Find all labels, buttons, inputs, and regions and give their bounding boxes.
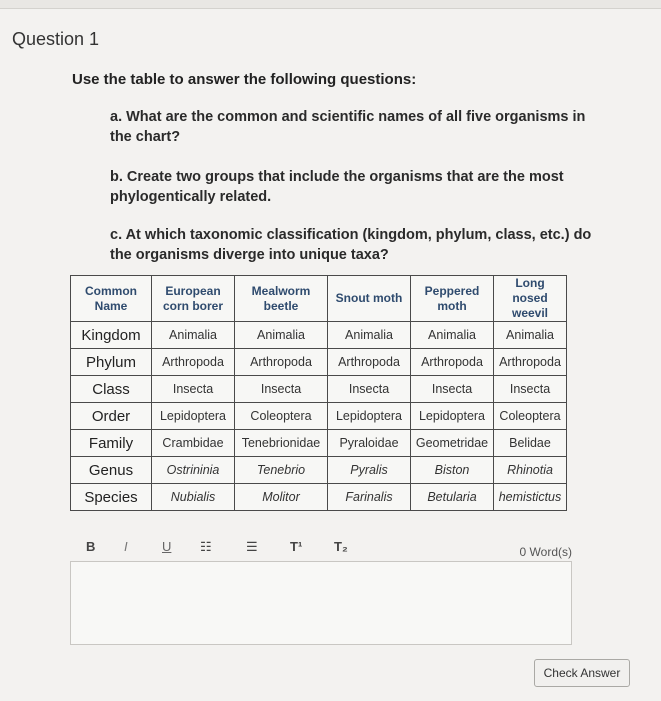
rank-cell: Phylum bbox=[71, 349, 152, 376]
rank-cell: Species bbox=[71, 484, 152, 511]
instruction-text: Use the table to answer the following questions: bbox=[72, 71, 417, 88]
word-count: 0 Word(s) bbox=[519, 545, 572, 559]
table-row bbox=[71, 484, 567, 511]
taxonomy-table bbox=[70, 275, 567, 511]
table-row bbox=[71, 430, 567, 457]
editor-toolbar bbox=[72, 535, 572, 561]
table-cell: Geometridae bbox=[411, 430, 494, 457]
table-cell: Ostrininia bbox=[152, 457, 235, 484]
table-cell: Tenebrionidae bbox=[235, 430, 328, 457]
rank-cell: Genus bbox=[71, 457, 152, 484]
rank-cell: Family bbox=[71, 430, 152, 457]
table-cell: Animalia bbox=[411, 322, 494, 349]
header-cell: Common Name bbox=[71, 276, 152, 322]
table-cell: Animalia bbox=[235, 322, 328, 349]
header-cell: Peppered moth bbox=[411, 276, 494, 322]
table-cell: Coleoptera bbox=[235, 403, 328, 430]
question-part-a: a. What are the common and scientific names of all five organisms in the chart? bbox=[110, 109, 586, 145]
table-cell: Coleoptera bbox=[494, 403, 567, 430]
ordered-list-button[interactable]: ☷ bbox=[200, 539, 212, 554]
table-cell: Tenebrio bbox=[235, 457, 328, 484]
table-row bbox=[71, 322, 567, 349]
table-row bbox=[71, 457, 567, 484]
rank-cell: Order bbox=[71, 403, 152, 430]
table-cell: Molitor bbox=[235, 484, 328, 511]
table-cell: Animalia bbox=[494, 322, 567, 349]
italic-button[interactable]: I bbox=[124, 539, 128, 554]
table-cell: Insecta bbox=[328, 376, 411, 403]
table-cell: Arthropoda bbox=[152, 349, 235, 376]
bold-button[interactable]: B bbox=[86, 539, 96, 554]
question-title: Question 1 bbox=[12, 29, 100, 49]
unordered-list-button[interactable]: ☰ bbox=[246, 539, 258, 554]
table-cell: Arthropoda bbox=[328, 349, 411, 376]
subscript-button[interactable]: T₂ bbox=[334, 539, 348, 554]
table-cell: hemistictus bbox=[494, 484, 567, 511]
table-cell: Farinalis bbox=[328, 484, 411, 511]
header-cell: Snout moth bbox=[328, 276, 411, 322]
question-panel bbox=[0, 8, 661, 701]
question-part-b: b. Create two groups that include the organisms that are the most phylogentically related. bbox=[110, 169, 564, 205]
table-row bbox=[71, 403, 567, 430]
table-cell: Animalia bbox=[328, 322, 411, 349]
rank-cell: Class bbox=[71, 376, 152, 403]
table-cell: Belidae bbox=[494, 430, 567, 457]
table-cell: Rhinotia bbox=[494, 457, 567, 484]
superscript-button[interactable]: T¹ bbox=[290, 539, 303, 554]
table-cell: Lepidoptera bbox=[152, 403, 235, 430]
table-cell: Lepidoptera bbox=[411, 403, 494, 430]
table-cell: Betularia bbox=[411, 484, 494, 511]
underline-button[interactable]: U bbox=[162, 539, 172, 554]
table-cell: Pyraloidae bbox=[328, 430, 411, 457]
table-cell: Insecta bbox=[494, 376, 567, 403]
table-cell: Crambidae bbox=[152, 430, 235, 457]
table-cell: Arthropoda bbox=[494, 349, 567, 376]
question-part-c: c. At which taxonomic classification (kingdom, phylum, class, etc.) do the organisms diverge into unique taxa? bbox=[110, 227, 592, 263]
table-cell: Insecta bbox=[152, 376, 235, 403]
table-cell: Insecta bbox=[411, 376, 494, 403]
check-answer-button[interactable]: Check Answer bbox=[534, 659, 630, 687]
table-cell: Arthropoda bbox=[411, 349, 494, 376]
table-row bbox=[71, 376, 567, 403]
table-cell: Arthropoda bbox=[235, 349, 328, 376]
table-cell: Animalia bbox=[152, 322, 235, 349]
table-cell: Biston bbox=[411, 457, 494, 484]
table-cell: Lepidoptera bbox=[328, 403, 411, 430]
table-cell: Insecta bbox=[235, 376, 328, 403]
rank-cell: Kingdom bbox=[71, 322, 152, 349]
table-cell: Pyralis bbox=[328, 457, 411, 484]
header-cell: European corn borer bbox=[152, 276, 235, 322]
table-cell: Nubialis bbox=[152, 484, 235, 511]
table-header-row bbox=[71, 276, 567, 322]
answer-editor[interactable] bbox=[70, 561, 572, 645]
header-cell: Long nosed weevil bbox=[494, 276, 567, 322]
table-row bbox=[71, 349, 567, 376]
header-cell: Mealworm beetle bbox=[235, 276, 328, 322]
